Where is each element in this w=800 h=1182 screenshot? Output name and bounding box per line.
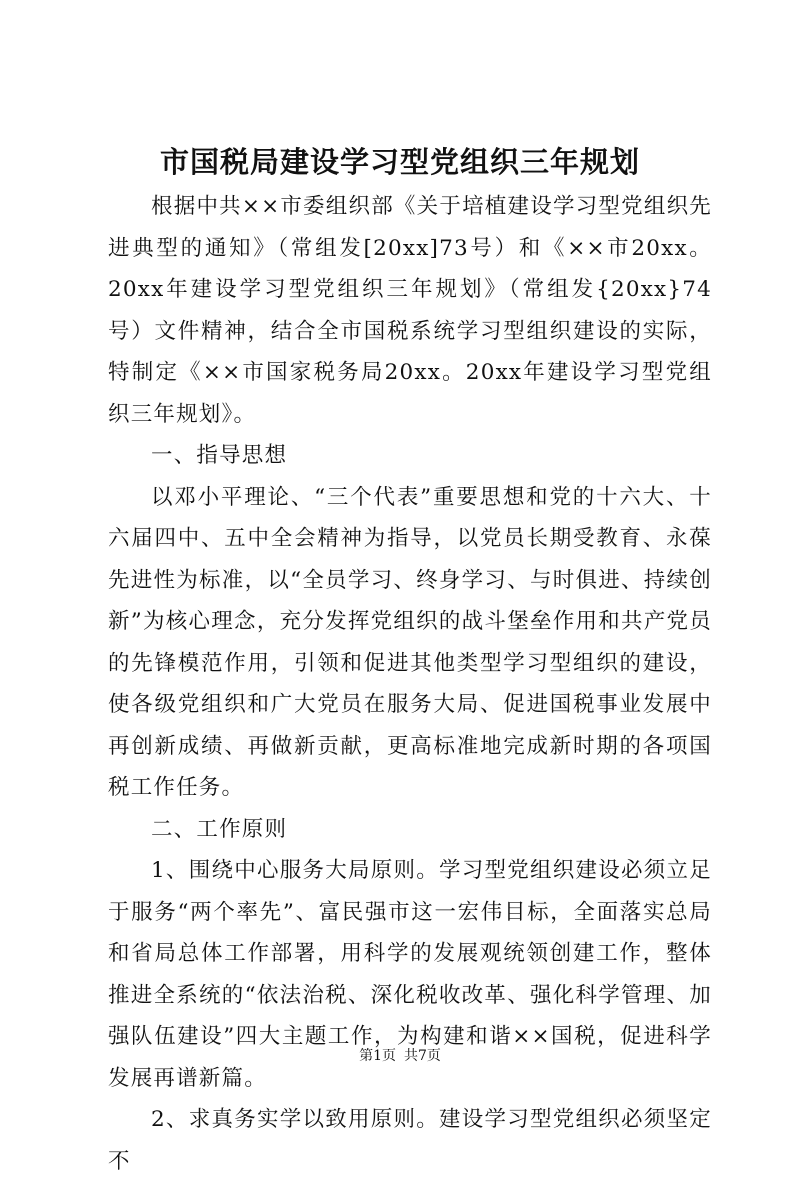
page-total: 共7页 bbox=[404, 1048, 441, 1064]
principle-1-paragraph: 1、围绕中心服务大局原则。学习型党组织建设必须立足于服务“两个率先”、富民强市这一宏伟目标，全面落实总局和省局总体工作部署，用科学的发展观统领创建工作，整体推进全系统的“依法治税、深化税收改革、强化科学管理、加强队伍建设”四大主题工作，为构建和谐××国税，促进科学发展再谱新篇。 bbox=[108, 858, 712, 1091]
page-footer bbox=[0, 1046, 800, 1066]
document-body bbox=[108, 186, 712, 1182]
section-heading-guiding-ideology: 一、指导思想 bbox=[151, 443, 288, 468]
principle-2-paragraph: 2、求真务实学以致用原则。建设学习型党组织必须坚定不 bbox=[108, 1107, 712, 1174]
document-title: 市国税局建设学习型党组织三年规划 bbox=[159, 145, 640, 179]
section-heading-work-principles: 二、工作原则 bbox=[151, 816, 288, 842]
intro-paragraph: 根据中共××市委组织部《关于培植建设学习型党组织先进典型的通知》（常组发[20xx]73号）和《××市20xx。20xx年建设学习型党组织三年规划》（常组发{20xx}74号）文件精神，结合全市国税系统学习型组织建设的实际，特制定《××市国家税务局20xx。20xx年建设学习型党组织三年规划》。 bbox=[108, 194, 712, 427]
page-number: 第1页 bbox=[359, 1048, 396, 1064]
guiding-ideology-paragraph: 以邓小平理论、“三个代表”重要思想和党的十六大、十六届四中、五中全会精神为指导，以党员长期受教育、永葆先进性为标准，以“全员学习、终身学习、与时俱进、持续创新”为核心理念，充分发挥党组织的战斗堡垒作用和共产党员的先锋模范作用，引领和促进其他类型学习型组织的建设，使各级党组织和广大党员在服务大局、促进国税事业发展中再创新成绩、再做新贡献，更高标准地完成新时期的各项国税工作任务。 bbox=[108, 484, 712, 800]
